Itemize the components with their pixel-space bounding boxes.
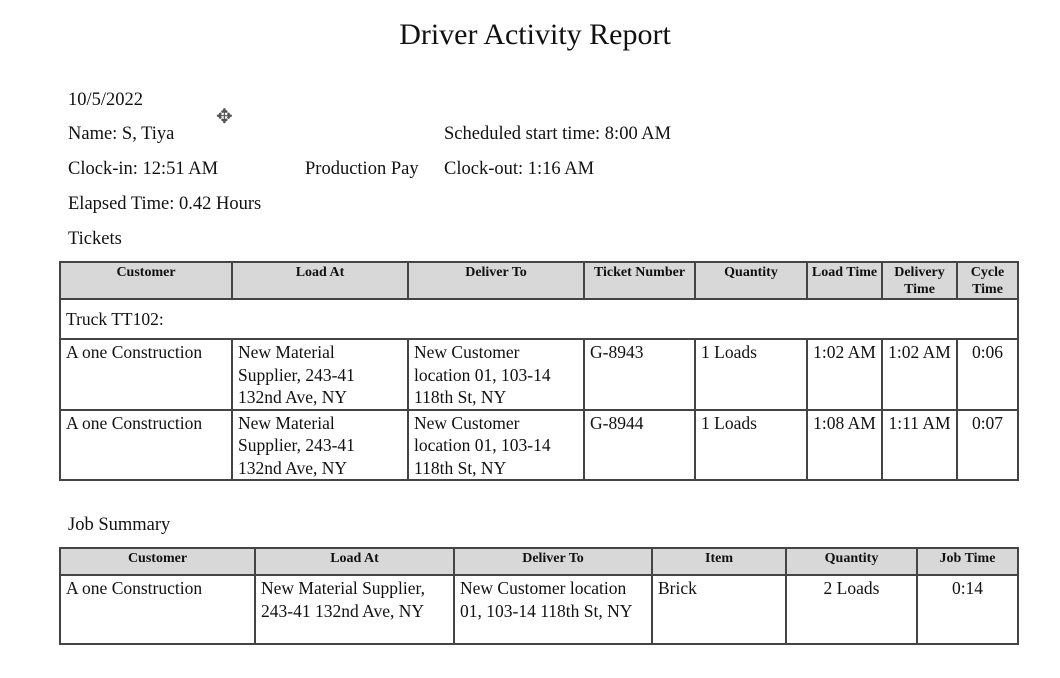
tickets-header-row (60, 262, 1018, 299)
scheduled-start: Scheduled start time: 8:00 AM (444, 124, 672, 144)
cell-load-at: New Material Supplier, 243-41 132nd Ave, NY (232, 410, 408, 481)
col-customer: Customer (60, 548, 255, 575)
col-quantity: Quantity (786, 548, 917, 575)
table-row (60, 575, 1018, 644)
cell-deliver-to: New Customer location 01, 103-14 118th St, NY (454, 575, 652, 644)
cell-cycle-time: 0:07 (957, 410, 1018, 481)
cell-item: Brick (652, 575, 786, 644)
cell-quantity: 1 Loads (695, 339, 807, 410)
cell-quantity: 1 Loads (695, 410, 807, 481)
col-ticket-number: Ticket Number (584, 262, 695, 299)
cell-load-at: New Material Supplier, 243-41 132nd Ave, NY (232, 339, 408, 410)
col-deliver-to: Deliver To (408, 262, 584, 299)
col-customer: Customer (60, 262, 232, 299)
summary-header-row (60, 548, 1018, 575)
col-cycle-time: Cycle Time (957, 262, 1018, 299)
tickets-heading: Tickets (68, 229, 122, 249)
clock-in: Clock-in: 12:51 AM (68, 159, 219, 179)
cell-quantity: 2 Loads (786, 575, 917, 644)
cell-load-time: 1:08 AM (807, 410, 882, 481)
cell-deliver-to: New Customer location 01, 103-14 118th St, NY (408, 410, 584, 481)
tickets-table (59, 261, 1019, 481)
cell-customer: A one Construction (60, 410, 232, 481)
report-title: Driver Activity Report (399, 18, 671, 51)
cell-customer: A one Construction (60, 575, 255, 644)
job-summary-table (59, 547, 1019, 645)
cell-load-at: New Material Supplier, 243-41 132nd Ave, NY (255, 575, 454, 644)
truck-group-label: Truck TT102: (60, 299, 1018, 339)
clock-out: Clock-out: 1:16 AM (444, 159, 595, 179)
table-row (60, 339, 1018, 410)
cell-cycle-time: 0:06 (957, 339, 1018, 410)
job-summary-heading: Job Summary (68, 515, 171, 535)
report-date: 10/5/2022 (68, 90, 144, 110)
col-deliver-to: Deliver To (454, 548, 652, 575)
col-quantity: Quantity (695, 262, 807, 299)
elapsed-time: Elapsed Time: 0.42 Hours (68, 194, 262, 214)
pay-type: Production Pay (305, 159, 419, 179)
cell-ticket-number: G-8943 (584, 339, 695, 410)
col-load-at: Load At (232, 262, 408, 299)
cell-delivery-time: 1:02 AM (882, 339, 957, 410)
move-cursor-icon: ✥ (216, 106, 233, 128)
cell-ticket-number: G-8944 (584, 410, 695, 481)
cell-deliver-to: New Customer location 01, 103-14 118th St, NY (408, 339, 584, 410)
cell-load-time: 1:02 AM (807, 339, 882, 410)
cell-job-time: 0:14 (917, 575, 1018, 644)
col-load-time: Load Time (807, 262, 882, 299)
table-row (60, 410, 1018, 481)
col-job-time: Job Time (917, 548, 1018, 575)
cell-customer: A one Construction (60, 339, 232, 410)
cell-delivery-time: 1:11 AM (882, 410, 957, 481)
col-load-at: Load At (255, 548, 454, 575)
col-item: Item (652, 548, 786, 575)
col-delivery-time: Delivery Time (882, 262, 957, 299)
driver-name: Name: S, Tiya (68, 124, 175, 144)
